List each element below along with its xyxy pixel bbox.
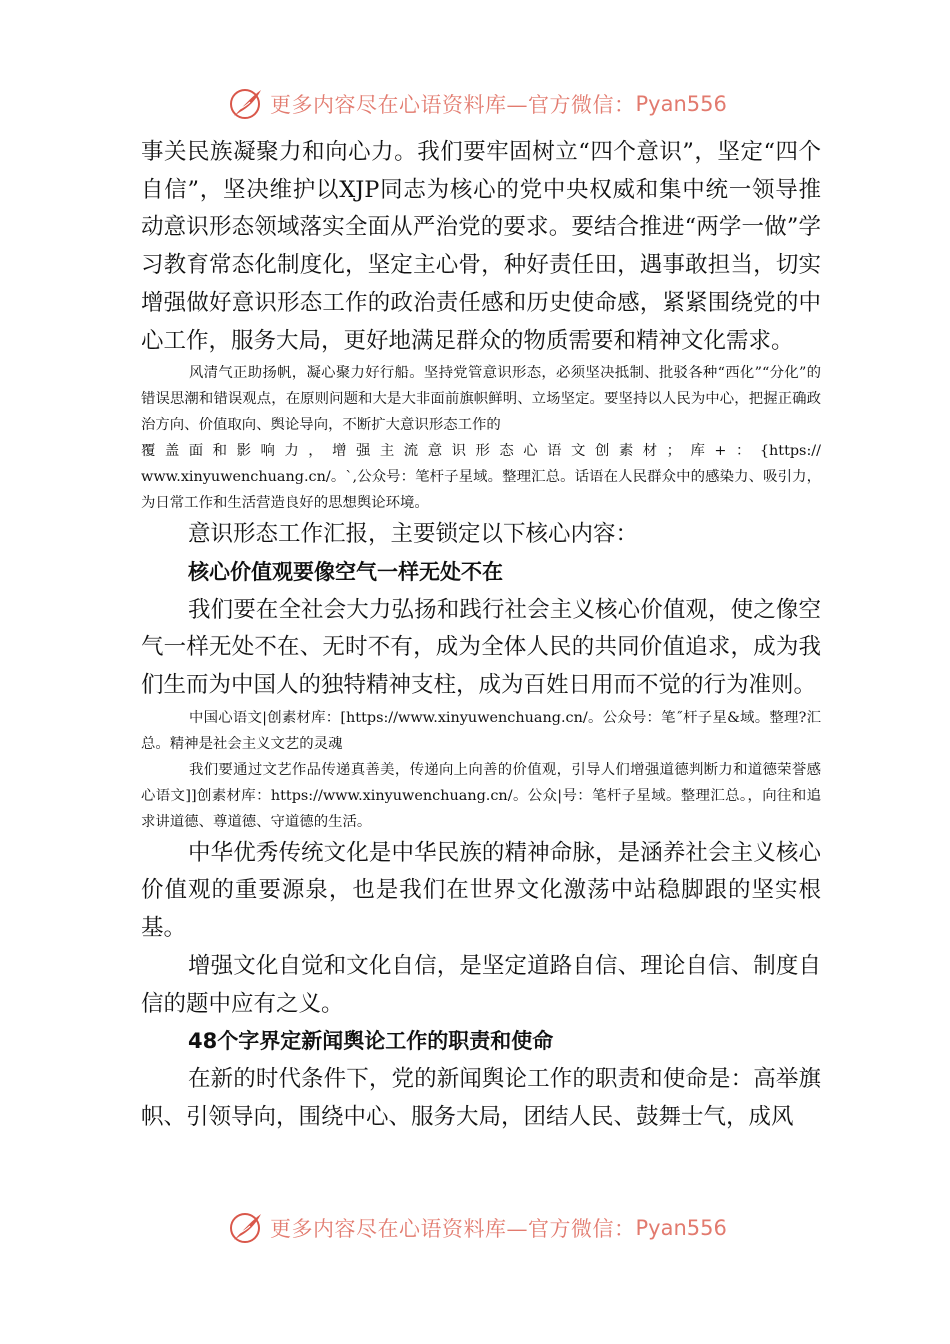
small-paragraph: 风清气正助扬帆，凝心聚力好行船。坚持党管意识形态，必须坚决抵制、批驳各种“西化”“分化”的错误思潮和错误观点，在原则问题和大是大非面前旗帜鲜明、立场坚定。要坚持以人民为中心，把握正确政治方向、价值取向、舆论导向，不断扩大意识形态工作的 (141, 365, 821, 434)
small-paragraph-line: www.xinyuwenchuang.cn/。`,公众号：笔杆子星域。整理汇总。话语在人民群众中的感染力、吸引力，为日常工作和生活营造良好的思想舆论环境。 (141, 469, 821, 512)
paragraph: 在新的时代条件下，党的新闻舆论工作的职责和使命是：高举旗帜、引领导向，围绕中心、服务大局，团结人民、鼓舞士气，成风 (141, 1065, 821, 1130)
paragraph: 我们要在全社会大力弘扬和践行社会主义核心价值观，使之像空气一样无处不在、无时不有，成为全体人民的共同价值追求，成为我们生而为中国人的独特精神支柱，成为百姓日用而不觉的行为准则。 (141, 596, 821, 699)
paragraph: 增强文化自觉和文化自信，是坚定道路自信、理论自信、制度自信的题中应有之义。 (141, 952, 821, 1017)
header-watermark-banner (228, 84, 748, 124)
paragraph: 意识形态工作汇报，主要锁定以下核心内容： (188, 521, 639, 548)
banner-text: 更多内容尽在心语资料库—官方微信： (270, 1217, 636, 1241)
small-paragraph: 我们要通过文艺作品传递真善美，传递向上向善的价值观，引导人们增强道德判断力和道德荣誉感心语文]]创素材库：https://www.xinyuwenchuang.cn/。公众|号：笔杆子星域。整理汇总。，向往和追求讲道德、尊道德、守道德的生活。 (141, 761, 821, 830)
small-paragraph: 中国心语文|创素材库：[https://www.xinyuwenchuang.cn/。公众号：笔˝杆子星&域。整理?汇总。精神是社会主义文艺的灵魂 (141, 709, 821, 752)
paragraph: 事关民族凝聚力和向心力。我们要牢固树立“四个意识”，坚定“四个自信”，坚决维护以XJP同志为核心的党中央权威和集中统一领导推动意识形态领域落实全面从严治党的要求。要结合推进“两学一做”学习教育常态化制度化，坚定主心骨，种好责任田，遇事敢担当，切实增强做好意识形态工作的政治责任感和历史使命感，紧紧围绕党的中心工作，服务大局，更好地满足群众的物质需要和精神文化需求。 (141, 139, 821, 354)
quill-logo-icon (228, 1210, 264, 1246)
quill-logo-icon (228, 86, 264, 122)
banner-wechat-id: Pyan556 (635, 1216, 727, 1240)
small-paragraph-line: 覆盖面和影响力，增强主流意识形态心语文创素材；库+：{https:// (141, 443, 821, 460)
section-heading: 核心价值观要像空气一样无处不在 (188, 559, 503, 584)
footer-watermark-banner (228, 1208, 748, 1248)
document-body (141, 134, 821, 1136)
section-heading: 48个字界定新闻舆论工作的职责和使命 (188, 1029, 554, 1054)
paragraph: 中华优秀传统文化是中华民族的精神命脉，是涵养社会主义核心价值观的重要源泉，也是我们在世界文化激荡中站稳脚跟的坚实根基。 (141, 839, 821, 942)
banner-wechat-id: Pyan556 (635, 92, 727, 116)
banner-text: 更多内容尽在心语资料库—官方微信： (270, 93, 636, 117)
